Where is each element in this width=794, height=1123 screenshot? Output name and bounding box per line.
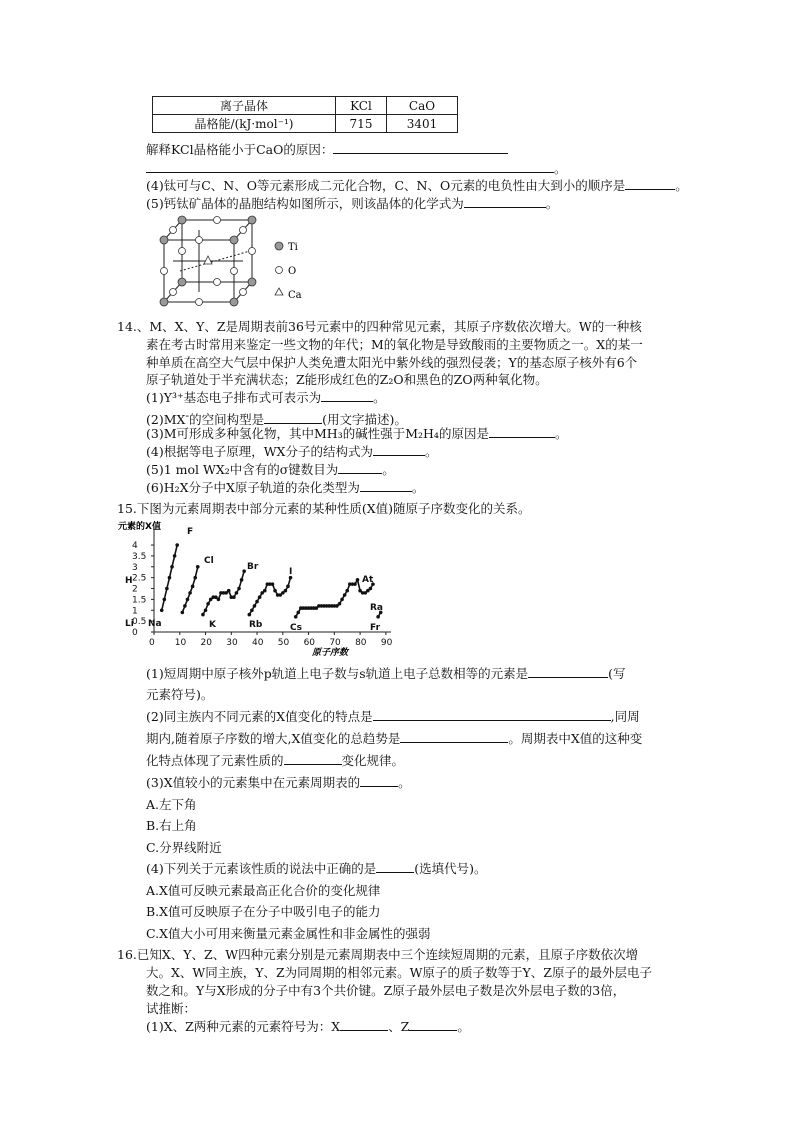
data-point [188,591,192,595]
q13-explain-text: 解释KCl晶格能小于CaO的原因： [146,142,334,157]
data-point [345,589,349,593]
q14-s5: (5)1 mol WX₂中含有的σ键数目为 。 [146,462,395,477]
q16-line4: 试推断： [146,1001,197,1016]
answer-blank[interactable] [284,752,342,765]
data-point [250,608,254,612]
data-point [356,578,360,582]
q15-p2f-text: 变化规律。 [341,753,405,768]
series-line [296,580,373,617]
q15-p1-note: (写 [608,666,626,681]
data-point [160,608,164,612]
q15-p1c: 元素符号)。 [146,687,214,702]
answer-blank[interactable] [340,1018,388,1031]
x-tick-label: 40 [252,638,264,648]
q15-p3-opt-b[interactable]: B.右上角 [146,818,197,833]
q15-p2 [146,708,640,725]
data-point [168,576,172,580]
data-point [217,598,221,602]
q15-p2-cont: ,同周 [610,709,640,724]
data-point [206,602,210,606]
q15-p2-line2 [146,730,642,747]
lattice-energy-table [152,96,458,133]
data-point [191,585,195,589]
data-point [235,591,239,595]
q15-p4-text: (4)下列关于元素该性质的说法中正确的是 [146,861,377,876]
legend-o: O [288,266,297,277]
q15-p1 [146,665,626,682]
data-point [248,613,252,617]
q15-p4 [146,860,486,877]
q14-s1-text: (1)Y³⁺基态电子排布式可表示为 [146,390,322,405]
label-Cs: Cs [290,623,302,633]
q15-p2-text: (2)同主族内不同元素的X值变化的特点是 [146,709,373,724]
data-point [255,600,259,604]
ca-atom [204,256,212,264]
q13-p5-text: (5)钙钛矿晶体的晶胞结构如图所示，则该晶体的化学式为 [146,196,464,211]
data-point [232,595,236,599]
x-tick-label: 90 [380,638,393,648]
data-point [163,598,167,602]
data-point [263,589,267,593]
answer-blank[interactable] [360,774,398,787]
table-cell: 715 [336,115,387,133]
y-tick-label: 1 [132,606,138,617]
q15-p4-note: (选填代号)。 [414,861,487,876]
answer-blank[interactable] [376,860,414,873]
q16-s1-end: 。 [457,1019,470,1034]
label-Rb: Rb [249,620,263,630]
data-point [258,595,262,599]
q16-s1 [146,1018,470,1035]
y-tick-label: 3 [132,562,138,573]
q14-s2: (2)MX-的空间构型是 (用文字描述)。 [146,409,407,428]
y-axis-label: 元素的X值 [118,522,161,532]
q14-s6: (6)H₂X分子中X原子轨道的杂化类型为 。 [146,480,425,495]
q16-s1-text: (1)X、Z两种元素的元素符号为：X [146,1019,341,1034]
x-tick-label: 0 [149,638,155,648]
data-point [294,615,298,619]
q15-p3: (3)X值较小的元素集中在元素周期表的 。 [146,775,411,790]
q14-s3-text: (3)M可形成多种氢化物，其中MH₃的碱性强于M₂H₄的原因是 [146,426,489,441]
q15-p4-opt-b[interactable]: B.X值可反映原子在分子中吸引电子的能力 [146,904,381,919]
q15-p2-line3 [146,752,404,769]
data-point [240,578,244,582]
y-tick-label: 2 [132,584,138,595]
x-axis-label: 原子序数 [312,648,349,658]
data-point [284,589,288,593]
q14-s4-text: (4)根据等电子原理，WX分子的结构式为 [146,444,373,459]
x-value-chart [116,518,396,658]
data-point [242,569,246,573]
data-point [165,587,169,591]
q14-s3: (3)M可形成多种氢化物，其中MH₃的碱性强于M₂H₄的原因是 。 [146,426,568,441]
table-cell: CaO [387,97,458,115]
q16-line3: 数之和。Y与X形成的分子中有3个共价键。Z原子最外层电子数是次外层电子数的3倍， [146,983,626,998]
data-point [201,613,205,617]
data-point [193,576,197,580]
q16-s1-mid: 、Z [388,1019,410,1034]
data-point [273,589,277,593]
answer-blank[interactable] [333,141,508,154]
answer-blank[interactable] [373,708,611,721]
data-point [353,582,357,586]
x-tick-label: 50 [277,638,290,648]
label-At: At [362,575,374,585]
x-tick-label: 60 [303,638,316,648]
x-tick-label: 10 [174,638,187,648]
answer-blank[interactable] [321,389,373,402]
q15-p2e-text: 化特点体现了元素性质的 [146,753,284,768]
ca-legend-icon [275,288,283,295]
q13-p4-text: (4)钛可与C、N、O等元素形成二元化合物，C、N、O元素的电负性由大到小的顺序是 [146,178,626,193]
x-tick-label: 80 [355,638,367,648]
q13-p5: (5)钙钛矿晶体的晶胞结构如图所示，则该晶体的化学式为 。 [146,196,559,211]
q15-p3-opt-c[interactable]: C.分界线附近 [146,840,222,855]
label-Ra: Ra [370,603,384,613]
q14-s2-formula: (2)MX [146,412,186,428]
data-point [253,604,257,608]
perovskite-cell-diagram [150,212,320,312]
q14-line1: 14.、M、X、Y、Z是周期表前36号元素中的四种常见元素，其原子序数依次增大。W的一种核 [117,319,642,334]
data-point [338,602,342,606]
label-H: H [125,576,133,586]
y-tick-label: 3.5 [132,551,147,562]
q13-explain [146,141,508,158]
q13-explain-line2 [146,160,567,177]
y-tick-label: 0.5 [132,617,147,628]
period: 。 [554,161,567,176]
q14-line2: 素在考古时常用来鉴定一些文物的年代；M的氧化物是导致酸雨的主要物质之一。X的某一 [146,337,643,352]
q15-p1-text: (1)短周期中原子核外p轨道上电子数与s轨道上电子总数相等的元素是 [146,666,529,681]
q15-p2d-text: 。周期表中X值的这种变 [508,731,643,746]
answer-blank[interactable] [528,665,608,678]
q14-s4: (4)根据等电子原理，WX分子的结构式为 。 [146,444,438,459]
q14-s1: (1)Y³⁺基态电子排布式可表示为 。 [146,390,386,405]
ti-legend-icon [275,242,283,250]
data-point [186,598,190,602]
data-point [181,611,185,615]
q14-s2-text: 的空间构型是 [189,412,265,428]
label-Br: Br [247,562,259,572]
answer-blank[interactable] [464,195,546,208]
legend-ti: Ti [288,242,298,253]
label-Cl: Cl [204,556,214,566]
data-point [227,589,231,593]
q16-line2: 大。X、W同主族，Y、Z为同周期的相邻元素。W原子的质子数等于Y、Z原子的最外层电子 [146,965,652,980]
label-Na: Na [148,619,162,629]
q13-p4: (4)钛可与C、N、O等元素形成二元化合物，C、N、O元素的电负性由大到小的顺序是 。 [146,178,688,193]
data-point [271,582,275,586]
data-point [237,587,241,591]
y-tick-label: 4 [132,541,138,552]
answer-blank[interactable] [146,160,554,173]
data-point [286,585,290,589]
x-tick-label: 70 [329,638,341,648]
label-K: K [209,620,216,630]
label-Fr: Fr [370,623,381,633]
y-tick-label: 0 [132,628,138,638]
q14-s5-text: (5)1 mol WX₂中含有的σ键数目为 [146,462,339,477]
data-point [296,611,300,615]
data-point [183,604,187,608]
q14-s6-text: (6)H₂X分子中X原子轨道的杂化类型为 [146,480,360,495]
q15-title: 15.下图为元素周期表中部分元素的某种性质(X值)随原子序数变化的关系。 [117,501,531,516]
table-cell: 3401 [387,115,458,133]
data-point [376,615,380,619]
q14-line3: 种单质在高空大气层中保护人类免遭太阳光中紫外线的强烈侵袭；Y的基态原子核外有6个 [146,355,638,370]
data-point [175,543,179,547]
data-point [204,608,208,612]
answer-blank[interactable] [360,479,412,492]
data-point [369,587,373,591]
data-point [170,565,174,569]
x-tick-label: 30 [226,638,238,648]
table-cell: 晶格能/(kJ·mol⁻¹) [153,115,336,133]
q14-s2-tail: (用文字描述)。 [322,412,407,428]
answer-blank[interactable] [625,177,675,190]
data-point [173,554,177,558]
o-legend-icon [276,267,283,274]
q15-p2c-text: 期内,随着原子序数的增大,X值变化的总趋势是 [146,731,401,746]
table-cell: 离子晶体 [153,97,336,115]
data-point [196,565,200,569]
label-F: F [187,527,194,537]
data-point [343,593,347,597]
label-I: I [289,567,293,577]
data-point [340,598,344,602]
q15-p4-opt-c[interactable]: C.X值大小可用来衡量元素金属性和非金属性的强弱 [146,926,431,941]
legend-ca: Ca [288,290,302,301]
answer-blank[interactable] [338,461,382,474]
table-cell: KCl [336,97,387,115]
x-tick-label: 20 [200,638,212,648]
answer-blank[interactable] [373,443,425,456]
answer-blank[interactable] [489,425,555,438]
y-tick-label: 1.5 [132,595,147,606]
q14-line4: 原子轨道处于半充满状态；Z能形成红色的Z₂O和黑色的ZO两种氧化物。 [146,372,548,387]
answer-blank[interactable] [264,411,322,424]
q15-p3-text: (3)X值较小的元素集中在元素周期表的 [146,775,361,790]
q15-p3-opt-a[interactable]: A.左下角 [146,797,197,812]
q16-line1: 16.已知X、Y、Z、W四种元素分别是元素周期表中三个连续短周期的元素，且原子序数依次增 [117,947,639,962]
q15-p4-opt-a[interactable]: A.X值可反映元素最高正化合价的变化规律 [146,883,381,898]
answer-blank[interactable] [409,1018,457,1031]
answer-blank[interactable] [400,730,508,743]
label-Li: Li [125,619,134,629]
y-tick-label: 2.5 [132,573,147,584]
